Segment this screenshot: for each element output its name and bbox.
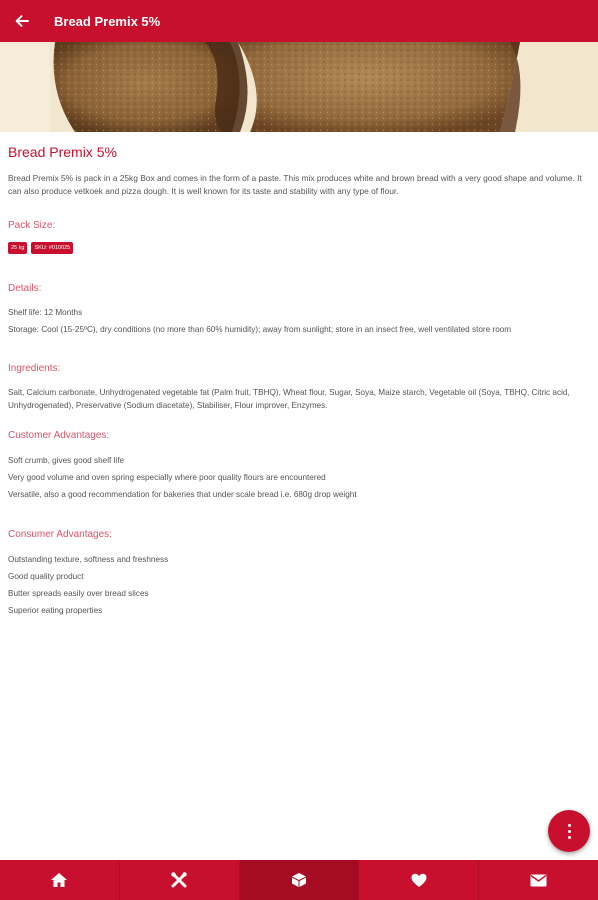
bottom-navigation — [0, 860, 598, 900]
list-item: Versatile, also a good recommendation for bakeries that under scale bread i.e. 680g drop weight — [8, 490, 357, 499]
product-image — [0, 42, 598, 132]
ingredients-heading: Ingredients: — [8, 363, 61, 374]
nav-products[interactable] — [240, 860, 360, 900]
tools-icon — [170, 871, 188, 889]
list-item: Superior eating properties — [8, 606, 103, 615]
nav-home[interactable] — [0, 860, 120, 900]
nav-favorites[interactable] — [359, 860, 479, 900]
storage-text: Storage: Cool (15-25ºC), dry conditions (no more than 60% humidity); away from sunlight; store in an insect free, well ventilated store room — [8, 325, 512, 334]
list-item: Butter spreads easily over bread slices — [8, 589, 149, 598]
back-button[interactable] — [12, 11, 32, 31]
product-title: Bread Premix 5% — [8, 144, 117, 160]
nav-tools[interactable] — [120, 860, 240, 900]
pack-size-badge: 25 kg — [8, 242, 27, 254]
box-icon — [291, 872, 307, 888]
nav-contact[interactable] — [479, 860, 598, 900]
list-item: Good quality product — [8, 572, 84, 581]
app-bar — [0, 0, 598, 42]
arrow-left-icon — [14, 13, 30, 29]
list-item: Outstanding texture, softness and freshness — [8, 555, 169, 564]
list-item: Very good volume and oven spring especially where poor quality flours are encountered — [8, 473, 326, 482]
shelf-life-text: Shelf life: 12 Months — [8, 308, 83, 317]
ingredients-text: Salt, Calcium carbonate, Unhydrogenated vegetable fat (Palm fruit, TBHQ), Wheat flour, Sugar, Soya, Maize starch, Vegetable oil (Soya, TBHQ, Citric acid, Unhydrogenated), Preservative (Sodium diacetate), Stabiliser, Flour improver, Enzymes. — [8, 388, 570, 410]
page-title: Bread Premix 5% — [54, 13, 161, 29]
mail-icon — [530, 874, 547, 887]
list-item: Soft crumb, gives good shelf life — [8, 456, 125, 465]
pack-size-badges — [8, 242, 590, 254]
more-vertical-icon — [568, 822, 571, 840]
details-heading: Details: — [8, 283, 42, 294]
consumer-advantages-heading: Consumer Advantages: — [8, 529, 112, 540]
more-options-button[interactable] — [548, 810, 590, 852]
pack-size-heading: Pack Size: — [8, 220, 56, 231]
product-description: Bread Premix 5% is pack in a 25kg Box and comes in the form of a paste. This mix produces white and brown bread with a very good shape and volume. It can also produce vetkoek and pizza dough. It is well known for its taste and stability with any type of flour. — [8, 173, 582, 196]
product-details — [8, 132, 590, 617]
heart-icon — [411, 873, 427, 888]
sku-badge: SKU: #010025 — [31, 242, 73, 254]
customer-advantages-heading: Customer Advantages: — [8, 430, 110, 441]
home-icon — [50, 872, 68, 888]
